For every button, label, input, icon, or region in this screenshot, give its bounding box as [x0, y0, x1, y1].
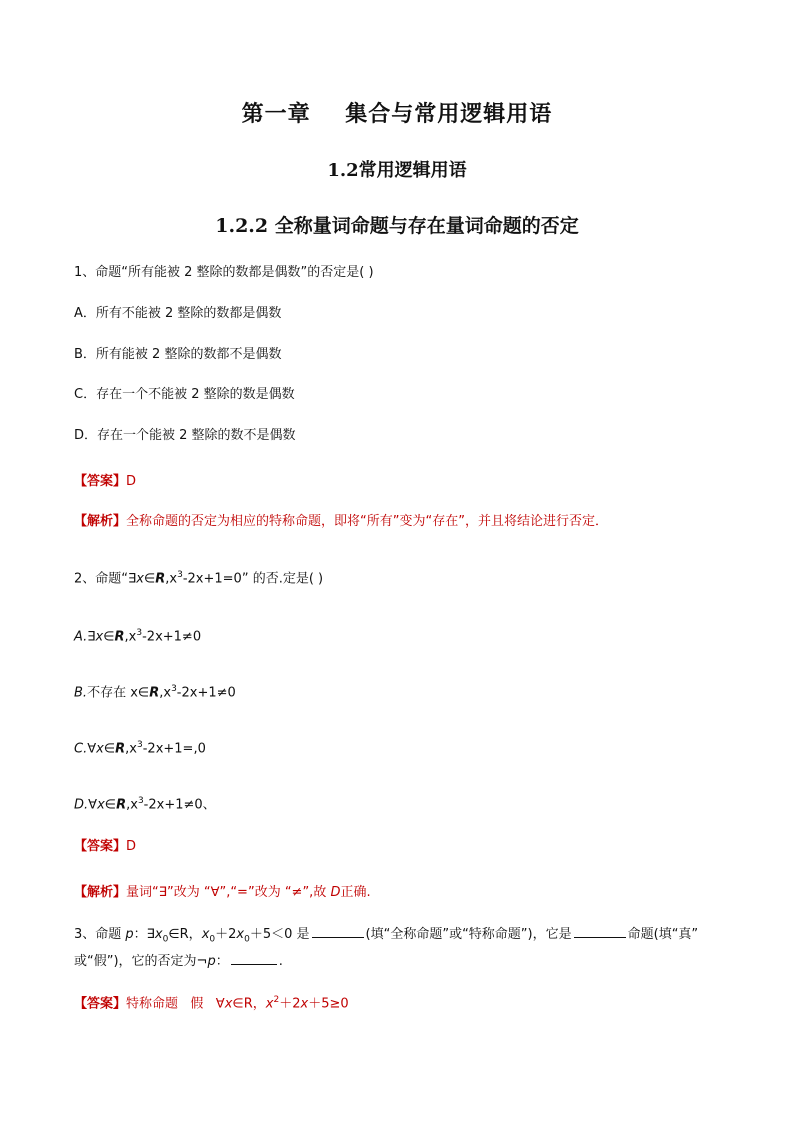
answer-value: D [126, 839, 137, 854]
q3-sub: 0 [244, 934, 250, 945]
answer-var: x [300, 996, 309, 1012]
option-exp: 3 [171, 684, 177, 694]
q3-part: 命题(填“真” [627, 927, 699, 942]
q3-part: ＋2 [215, 927, 237, 942]
answer-value: D [126, 474, 137, 489]
chapter-title: 第一章 集合与常用逻辑用语 [241, 101, 553, 127]
q3-part: ∈R， [168, 927, 202, 942]
q3-var: x [236, 927, 245, 942]
analysis-tag: 【解析】 [74, 514, 127, 529]
option-part: ∀ [88, 797, 98, 813]
q3-answer [74, 991, 349, 1013]
q1-option-b: B．所有能被 2 整除的数都不是偶数 [74, 347, 282, 362]
answer-var: x [265, 996, 274, 1012]
option-part: ,x [125, 741, 137, 757]
q3-part: 或“假”)，它的否定为¬ [74, 954, 208, 969]
q3-part: ＋5＜0 是 [249, 927, 310, 942]
q2-analysis [74, 884, 371, 902]
answer-text: 特称命题 假 ∀ [126, 996, 225, 1012]
answer-text: ＋2 [279, 996, 301, 1012]
option-exp: 3 [136, 628, 143, 638]
q2-stem-exp: 3 [177, 570, 183, 580]
q1-analysis [74, 513, 608, 531]
option-exp: 3 [137, 740, 143, 750]
answer-text: ＋5≥0 [308, 996, 349, 1012]
option-part: ∈ [103, 629, 115, 645]
q3-part: 3、命题 [74, 927, 126, 942]
q2-stem [74, 566, 323, 588]
q3-var: x [201, 927, 210, 942]
option-exp: 3 [137, 796, 144, 806]
analysis-text: 全称命题的否定为相应的特称命题，即将“所有”变为“存在”，并且将结论进行否定． [126, 514, 608, 529]
option-var: x [97, 797, 105, 813]
option-letter: D. [74, 797, 89, 813]
q1-option-a: A．所有不能被 2 整除的数都是偶数 [74, 306, 282, 321]
q2-stem-set: R [155, 571, 166, 587]
option-part: 不存在 x∈ [87, 685, 150, 701]
option-part: -2x+1≠0 [176, 685, 236, 701]
option-part: ∈ [104, 797, 117, 813]
option-set: R [114, 629, 125, 645]
option-var: x [96, 741, 104, 757]
q3-stem-line1 [74, 924, 698, 949]
q2-option-a [74, 624, 201, 646]
analysis-var: D [330, 885, 341, 900]
q2-option-c [74, 736, 206, 758]
q3-part: ：∃ [133, 927, 155, 942]
option-set: R [116, 797, 127, 813]
q3-part: ： [215, 954, 229, 969]
option-letter: C. [74, 741, 88, 757]
option-part: -2x+1≠0、 [143, 797, 216, 813]
q2-stem-part: ,x [165, 571, 178, 587]
option-part: ∈ [103, 741, 116, 757]
option-set: R [149, 685, 160, 701]
q3-sub: 0 [162, 934, 169, 945]
q2-answer [74, 838, 136, 856]
option-letter: A. [74, 629, 88, 645]
answer-tag: 【答案】 [74, 474, 127, 489]
subsection-title: 1.2.2 全称量词命题与存在量词命题的否定 [215, 215, 579, 237]
q3-sub: 0 [209, 934, 216, 945]
option-part: -2x+1=,0 [142, 741, 206, 757]
answer-blank[interactable] [312, 924, 364, 938]
answer-tag: 【答案】 [74, 839, 127, 854]
section-title: 1.2常用逻辑用语 [327, 160, 467, 181]
option-letter: B. [74, 685, 88, 701]
q1-option-c: C．存在一个不能被 2 整除的数是偶数 [74, 387, 295, 402]
q2-option-b [74, 680, 236, 702]
q1-option-d: D．存在一个能被 2 整除的数不是偶数 [74, 428, 296, 443]
answer-blank[interactable] [574, 924, 626, 938]
q3-var: x [154, 927, 163, 942]
option-part: ,x [126, 797, 138, 813]
q3-stem-line2 [74, 951, 283, 971]
q3-part: . [278, 954, 283, 969]
option-part: -2x+1≠0 [142, 629, 202, 645]
q2-option-d [74, 792, 216, 814]
q1-stem: 1、命题“所有能被 2 整除的数都是偶数”的否定是( ) [74, 265, 374, 280]
answer-blank[interactable] [231, 951, 277, 965]
analysis-text: 量词“∃”改为 “∀”,“=”改为 “≠”,故 [126, 885, 331, 900]
option-set: R [115, 741, 126, 757]
option-var: x [95, 629, 104, 645]
q2-stem-var: x [136, 571, 144, 587]
q3-part: (填“全称命题”或“特称命题”)，它是 [365, 927, 572, 942]
q2-stem-part: ∈ [143, 571, 156, 587]
q2-stem-part: 2、命题“∃ [74, 571, 137, 587]
q2-stem-part: -2x+1=0” 的否.定是( ) [182, 571, 324, 587]
q1-answer [74, 473, 136, 491]
option-part: ∃ [87, 629, 96, 645]
answer-exp: 2 [273, 995, 280, 1005]
analysis-tag: 【解析】 [74, 885, 127, 900]
option-part: ,x [159, 685, 172, 701]
option-part: ,x [124, 629, 137, 645]
answer-tag: 【答案】 [74, 996, 127, 1012]
option-part: ∀ [87, 741, 97, 757]
q3-var: p [125, 927, 134, 942]
analysis-text: 正确. [340, 885, 371, 900]
answer-text: ∈R， [232, 996, 266, 1012]
q3-var: p [207, 954, 216, 969]
answer-var: x [224, 996, 233, 1012]
